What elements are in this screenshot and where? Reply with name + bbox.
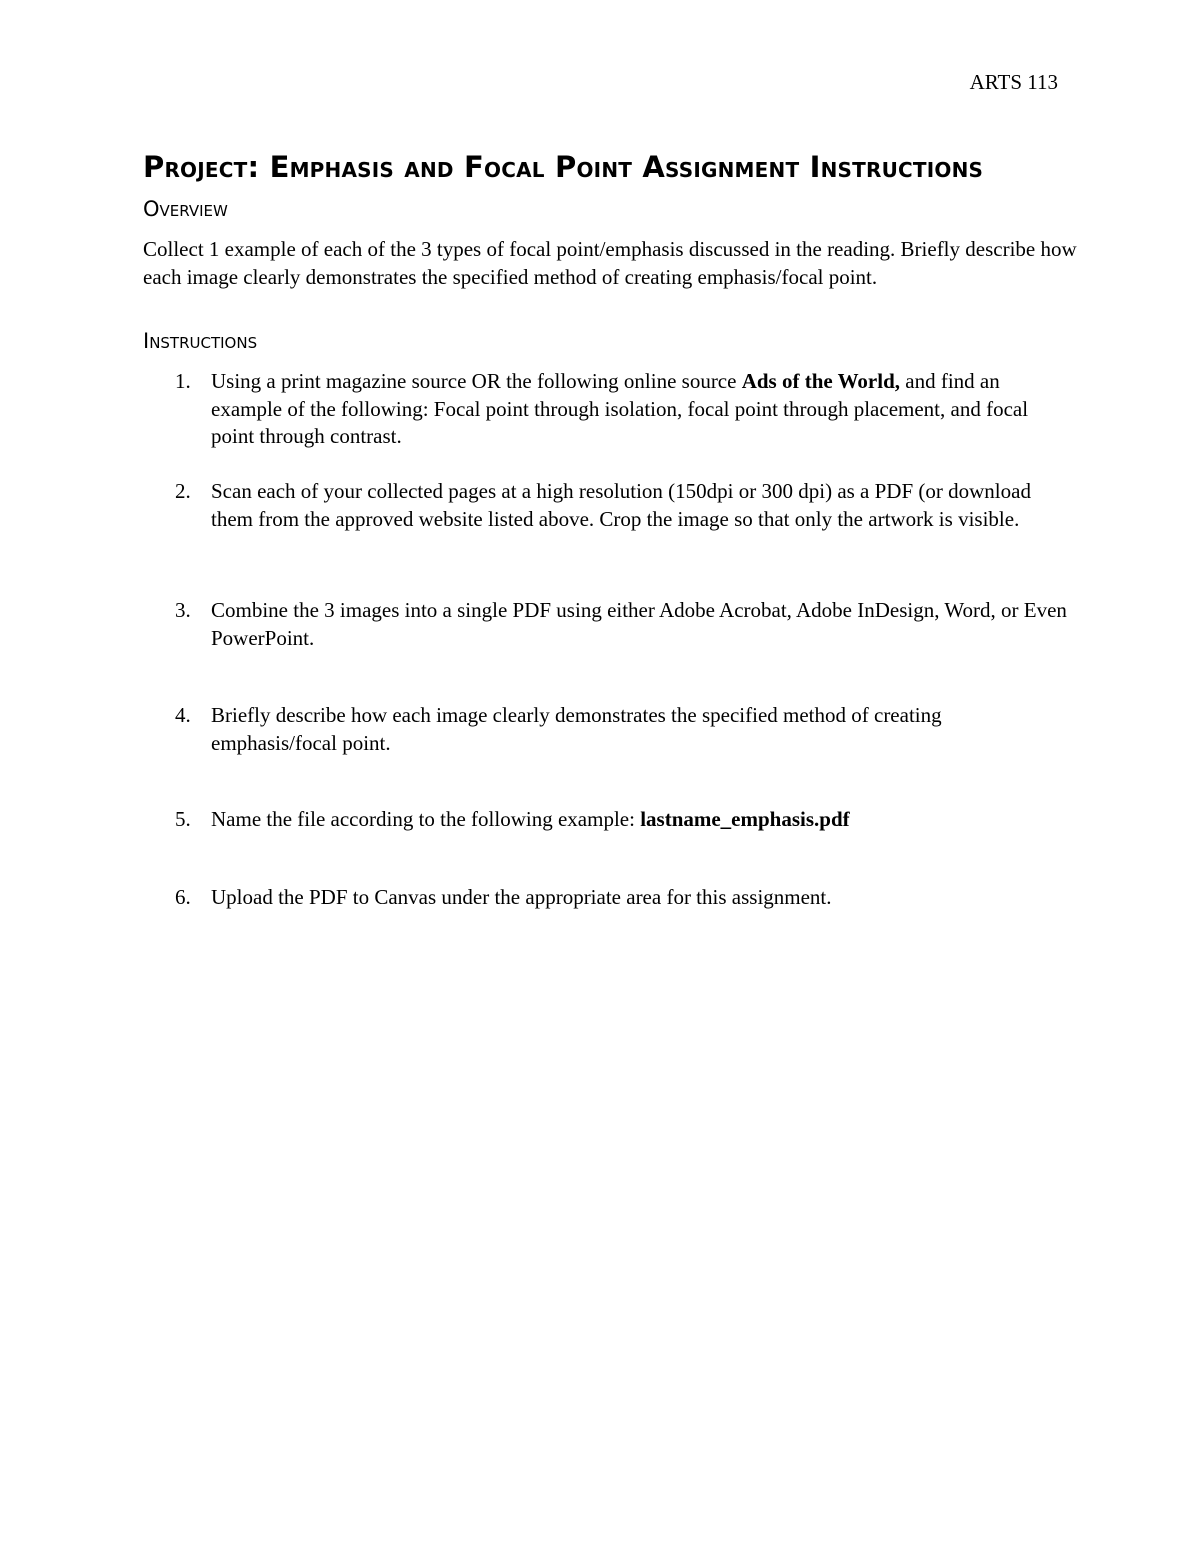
step-text: Combine the 3 images into a single PDF using either Adobe Acrobat, Adobe InDesign, Word, or Even PowerPoint. [211, 598, 1067, 650]
step-text [211, 806, 1071, 834]
step-number: 1. [175, 369, 191, 393]
overview-heading: Overview [143, 197, 228, 221]
overview-text: Collect 1 example of each of the 3 types of focal point/emphasis discussed in the reading. Briefly describe how each image clearly demonstrates the specified method of creating emphasis/focal point. [143, 237, 1077, 289]
step-text-part: Using a print magazine source OR the following online source [211, 369, 742, 393]
step-text-part: and find an example of the following: Focal point through isolation, focal point through placement, and focal point through contrast. [211, 369, 1029, 448]
step-number: 5. [175, 807, 191, 831]
file-name-example: lastname_emphasis.pdf [640, 807, 850, 831]
step-text: Briefly describe how each image clearly demonstrates the specified method of creating emphasis/focal point. [211, 703, 942, 755]
step-text [211, 368, 1071, 451]
step-text: Scan each of your collected pages at a high resolution (150dpi or 300 dpi) as a PDF (or download them from the approved website listed above. Crop the image so that only the artwork is visible. [211, 479, 1031, 531]
step-number: 3. [175, 598, 191, 622]
step-text-part: Name the file according to the following example: [211, 807, 641, 831]
step-number: 2. [175, 479, 191, 503]
step-number: 6. [175, 885, 191, 909]
course-code: ARTS 113 [969, 70, 1058, 94]
step-number: 4. [175, 703, 191, 727]
instructions-heading: Instructions [143, 329, 258, 353]
step-text: Upload the PDF to Canvas under the appropriate area for this assignment. [211, 885, 832, 909]
page-title: Project: Emphasis and Focal Point Assignment Instructions [143, 150, 984, 184]
source-name: Ads of the World, [741, 369, 901, 393]
